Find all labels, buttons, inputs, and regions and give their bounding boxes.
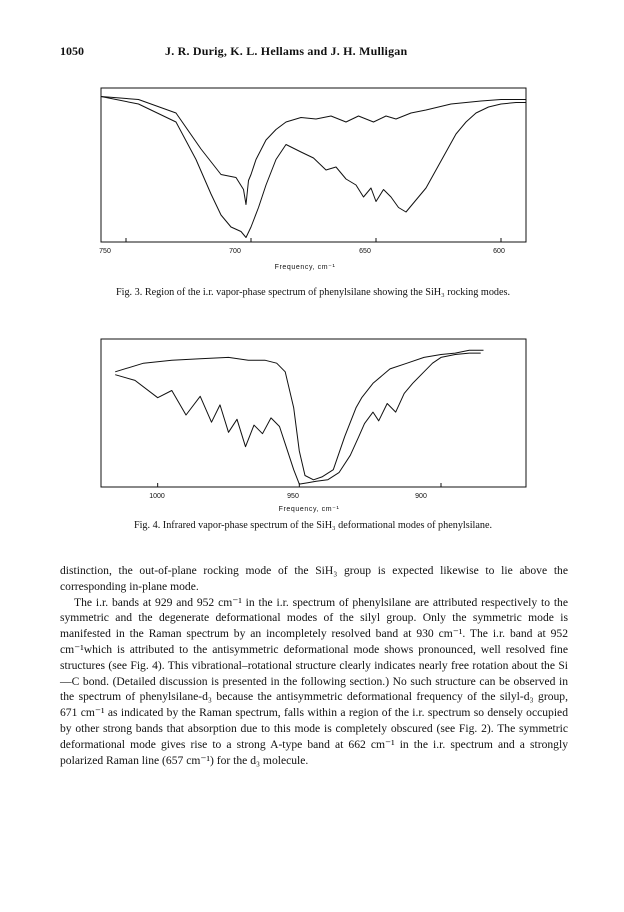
fig3-tick-label: 700 [229,248,241,255]
fig4-trace-1 [115,350,483,480]
fig3-trace-2 [101,97,526,238]
fig3-trace-1 [101,97,526,205]
figure-4-plot [95,333,535,513]
page-header [60,44,550,62]
fig3-tick-label: 750 [99,248,111,255]
figure-3-frame [101,88,526,242]
fig4-tick-label: 1000 [149,493,165,500]
fig4-tick-label: 950 [287,493,299,500]
paragraph: The i.r. bands at 929 and 952 cm⁻¹ in the i.r. spectrum of phenylsilane are attributed respectively to the symmetric and the degenerate deformational modes of the silyl group. Only the symmetric mode is manifested in the Raman spectrum by an incompletely resolved band at 930 cm⁻¹. The i.r. band at 952 cm⁻¹which is attributed to the antisymmetric deformational mode shows pronounced, well resolved fine structures (see Fig. 4). This vibrational–rotational structure clearly indicates nearly free rotation about the Si—C bond. (Detailed discussion is presented in the following section.) No such structure can be observed in the spectrum of phenylsilane-d₃ because the antisymmetric deformational frequency of the silyl-d₃ group, 671 cm⁻¹ as indicated by the Raman spectrum, falls within a region of the i.r. spectrum so densely occupied by other strong bands that absorption due to this mode is completely obscured (see Fig. 2). The symmetric deformational mode gives rise to a strong A-type band at 662 cm⁻¹ in the i.r. spectrum and a strongly polarized Raman line (657 cm⁻¹) for the d₃ molecule. [60,595,568,767]
fig4-x-axis-label: Frequency, cm⁻¹ [278,506,340,513]
body-text [60,563,568,768]
fig4-trace-2 [115,353,481,484]
figure-3-caption: Fig. 3. Region of the i.r. vapor-phase spectrum of phenylsilane showing the SiH₃ rocking modes. [115,287,511,298]
page-number: 1050 [60,44,84,58]
fig3-tick-label: 600 [493,248,505,255]
fig4-tick-label: 900 [415,493,427,500]
fig3-tick-label: 650 [359,248,371,255]
figure-3 [95,82,535,277]
running-head: J. R. Durig, K. L. Hellams and J. H. Mulligan [165,44,408,58]
paragraph: distinction, the out-of-plane rocking mode of the SiH₃ group is expected likewise to lie above the corresponding in-plane mode. [60,564,568,593]
figure-4 [95,333,535,513]
figure-4-caption: Fig. 4. Infrared vapor-phase spectrum of the SiH₃ deformational modes of phenylsilane. [133,520,493,531]
figure-3-plot [95,82,535,277]
fig3-x-axis-label: Frequency, cm⁻¹ [274,264,336,271]
